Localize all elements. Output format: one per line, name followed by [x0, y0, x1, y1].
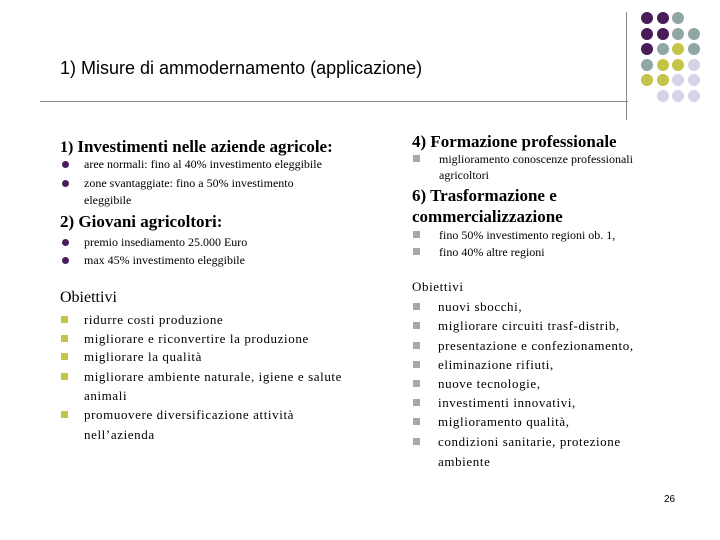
- bullet-icon: [62, 239, 69, 246]
- section1-title: Investimenti nelle aziende agricole:: [77, 137, 333, 156]
- bullet-icon: [62, 257, 69, 264]
- bullet-icon: [413, 438, 420, 445]
- decorative-dot: [641, 28, 653, 40]
- decorative-dot: [672, 59, 684, 71]
- decorative-dot: [641, 12, 653, 24]
- decorative-dot: [641, 43, 653, 55]
- bullet-icon: [413, 231, 420, 238]
- decorative-dot: [672, 12, 684, 24]
- bullet-icon: [61, 373, 68, 380]
- decorative-dot: [688, 59, 700, 71]
- section6-heading-line1: 6) Trasformazione e: [412, 186, 557, 205]
- decorative-dot: [688, 90, 700, 102]
- bullet-icon: [61, 411, 68, 418]
- section2-heading: 2) Giovani agricoltori:: [60, 212, 223, 231]
- bullet-icon: [413, 361, 420, 368]
- decorative-dot: [688, 28, 700, 40]
- section4-heading: 4) Formazione professionale: [412, 132, 617, 151]
- bullet-icon: [61, 316, 68, 323]
- decorative-dot: [672, 90, 684, 102]
- decorative-dot: [672, 74, 684, 86]
- bullet-icon: [413, 248, 420, 255]
- bullet-icon: [413, 380, 420, 387]
- bullet-icon: [413, 418, 420, 425]
- decorative-dot: [657, 28, 669, 40]
- decorative-dot: [657, 74, 669, 86]
- obiettivi-right-heading: Obiettivi: [412, 279, 464, 294]
- decorative-dot: [688, 74, 700, 86]
- bullet-icon: [413, 303, 420, 310]
- decorative-dot: [688, 43, 700, 55]
- section6-heading-line2: commercializzazione: [412, 207, 563, 226]
- bullet-icon: [61, 353, 68, 360]
- bullet-icon: [413, 155, 420, 162]
- obiettivi-left-heading: Obiettivi: [60, 289, 117, 306]
- slide-title: 1) Misure di ammodernamento (applicazione): [60, 58, 423, 78]
- section1-number: 1): [60, 139, 78, 156]
- decorative-dot: [657, 90, 669, 102]
- bullet-icon: [61, 335, 68, 342]
- decorative-dot: [672, 28, 684, 40]
- bullet-icon: [62, 161, 69, 168]
- bullet-icon: [62, 180, 69, 187]
- page-number: 26: [664, 494, 676, 505]
- decorative-dot: [657, 12, 669, 24]
- bullet-icon: [413, 399, 420, 406]
- bullet-icon: [413, 322, 420, 329]
- decorative-dot: [657, 59, 669, 71]
- title-divider: [40, 101, 628, 102]
- decorative-dot: [657, 43, 669, 55]
- bullet-icon: [413, 342, 420, 349]
- decorative-dot: [641, 59, 653, 71]
- section1-heading: [60, 137, 333, 157]
- vertical-divider: [626, 12, 627, 120]
- decorative-dot: [672, 43, 684, 55]
- decorative-dot: [641, 74, 653, 86]
